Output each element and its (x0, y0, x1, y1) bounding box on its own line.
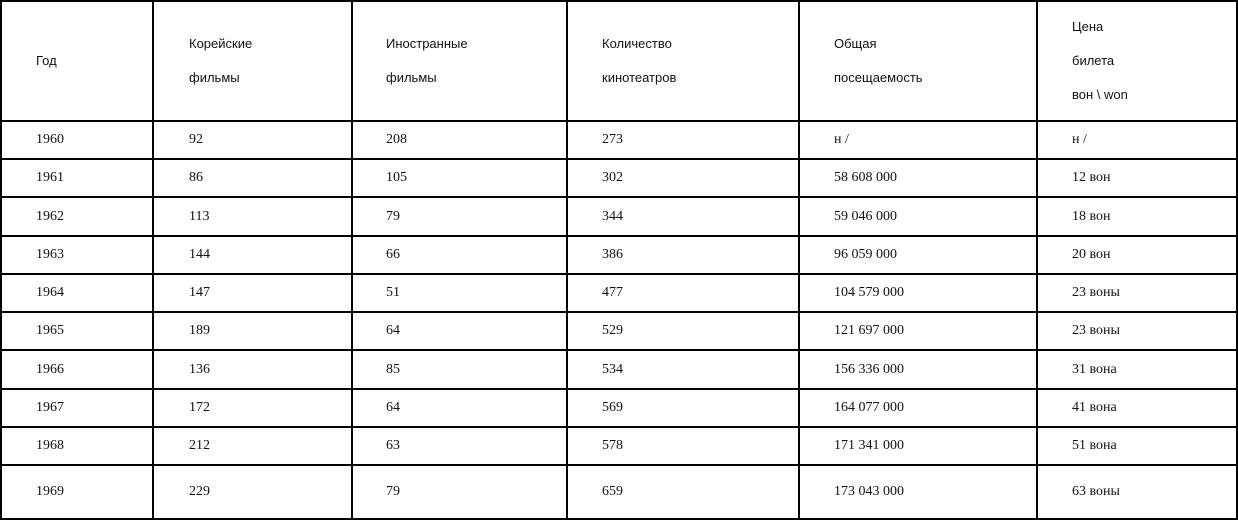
cell-korean-films: 212 (153, 427, 352, 465)
table-row (1, 465, 1237, 519)
cell-total-attendance: 164 077 000 (799, 389, 1037, 427)
header-ticket-price-line-3: вон \ won (1072, 87, 1128, 102)
cell-year: 1967 (1, 389, 153, 427)
table-row (1, 159, 1237, 197)
cell-foreign-films: 79 (352, 465, 567, 519)
cell-ticket-price: 18 вон (1037, 197, 1237, 235)
cell-cinema-count: 273 (567, 121, 799, 159)
header-cinema-count (567, 1, 799, 121)
cell-foreign-films: 63 (352, 427, 567, 465)
cell-ticket-price: 51 вона (1037, 427, 1237, 465)
header-total-attendance (799, 1, 1037, 121)
cell-year: 1963 (1, 236, 153, 274)
cell-korean-films: 147 (153, 274, 352, 312)
cell-ticket-price: 31 вона (1037, 350, 1237, 388)
header-ticket-price-line-1: Цена (1072, 19, 1104, 34)
cell-year: 1961 (1, 159, 153, 197)
header-ticket-price-line-2: билета (1072, 53, 1115, 68)
header-korean-films-line-1: Корейские (189, 36, 253, 51)
cell-cinema-count: 534 (567, 350, 799, 388)
table-row (1, 236, 1237, 274)
cell-cinema-count: 529 (567, 312, 799, 350)
cell-year: 1968 (1, 427, 153, 465)
cell-year: 1960 (1, 121, 153, 159)
cell-korean-films: 86 (153, 159, 352, 197)
cell-total-attendance: н / (799, 121, 1037, 159)
cell-total-attendance: 59 046 000 (799, 197, 1037, 235)
cell-cinema-count: 569 (567, 389, 799, 427)
header-row (1, 1, 1237, 121)
table-row (1, 274, 1237, 312)
cell-year: 1966 (1, 350, 153, 388)
table-row (1, 121, 1237, 159)
header-cinema-count-line-1: Количество (602, 36, 672, 51)
header-year-line: Год (36, 53, 57, 68)
cell-total-attendance: 121 697 000 (799, 312, 1037, 350)
cell-total-attendance: 104 579 000 (799, 274, 1037, 312)
cell-ticket-price: 41 вона (1037, 389, 1237, 427)
cell-korean-films: 172 (153, 389, 352, 427)
cell-cinema-count: 477 (567, 274, 799, 312)
header-ticket-price (1037, 1, 1237, 121)
header-total-attendance-line-2: посещаемость (834, 70, 923, 85)
cell-ticket-price: 23 воны (1037, 274, 1237, 312)
cell-cinema-count: 302 (567, 159, 799, 197)
cell-ticket-price: 12 вон (1037, 159, 1237, 197)
table-row (1, 350, 1237, 388)
cell-korean-films: 189 (153, 312, 352, 350)
header-foreign-films-line-2: фильмы (386, 70, 437, 85)
cell-foreign-films: 64 (352, 312, 567, 350)
cell-year: 1962 (1, 197, 153, 235)
cell-korean-films: 136 (153, 350, 352, 388)
header-korean-films (153, 1, 352, 121)
cell-total-attendance: 171 341 000 (799, 427, 1037, 465)
cell-korean-films: 92 (153, 121, 352, 159)
cell-cinema-count: 344 (567, 197, 799, 235)
cell-foreign-films: 79 (352, 197, 567, 235)
cell-korean-films: 113 (153, 197, 352, 235)
header-cinema-count-line-2: кинотеатров (602, 70, 677, 85)
cell-year: 1969 (1, 465, 153, 519)
cell-ticket-price: 20 вон (1037, 236, 1237, 274)
header-foreign-films (352, 1, 567, 121)
cell-total-attendance: 96 059 000 (799, 236, 1037, 274)
table-body (1, 121, 1237, 519)
header-total-attendance-line-1: Общая (834, 36, 877, 51)
cell-foreign-films: 85 (352, 350, 567, 388)
cell-foreign-films: 208 (352, 121, 567, 159)
header-korean-films-line-2: фильмы (189, 70, 240, 85)
cell-ticket-price: 23 воны (1037, 312, 1237, 350)
cell-year: 1964 (1, 274, 153, 312)
cell-total-attendance: 156 336 000 (799, 350, 1037, 388)
cell-ticket-price: н / (1037, 121, 1237, 159)
cell-foreign-films: 105 (352, 159, 567, 197)
cell-korean-films: 144 (153, 236, 352, 274)
header-year (1, 1, 153, 121)
table-row (1, 197, 1237, 235)
cell-foreign-films: 51 (352, 274, 567, 312)
cell-korean-films: 229 (153, 465, 352, 519)
cell-ticket-price: 63 воны (1037, 465, 1237, 519)
cell-foreign-films: 64 (352, 389, 567, 427)
table-row (1, 312, 1237, 350)
cell-cinema-count: 578 (567, 427, 799, 465)
cell-total-attendance: 58 608 000 (799, 159, 1037, 197)
table-row (1, 427, 1237, 465)
cell-cinema-count: 659 (567, 465, 799, 519)
cell-foreign-films: 66 (352, 236, 567, 274)
table-row (1, 389, 1237, 427)
header-foreign-films-line-1: Иностранные (386, 36, 468, 51)
cell-total-attendance: 173 043 000 (799, 465, 1037, 519)
cell-cinema-count: 386 (567, 236, 799, 274)
cell-year: 1965 (1, 312, 153, 350)
